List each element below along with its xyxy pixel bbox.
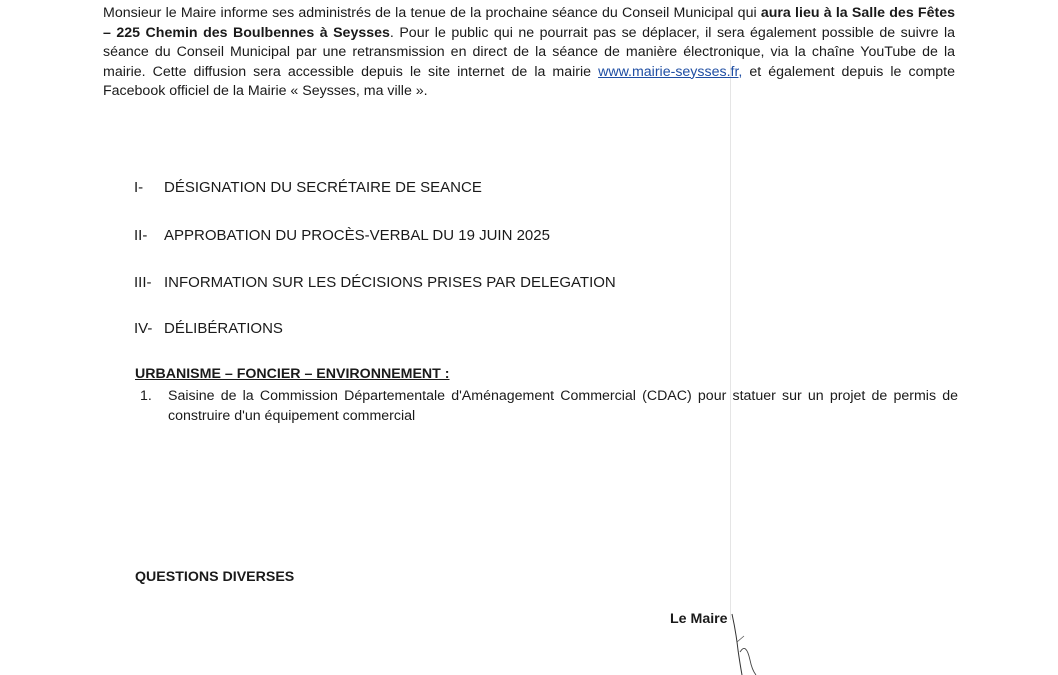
section-title: URBANISME – FONCIER – ENVIRONNEMENT : <box>135 366 450 382</box>
agenda-number: IV- <box>134 320 153 337</box>
agenda-label: DÉLIBÉRATIONS <box>164 320 283 337</box>
agenda-label: APPROBATION DU PROCÈS-VERBAL DU 19 JUIN 2025 <box>164 227 550 244</box>
handwritten-signature <box>728 612 788 675</box>
intro-location: aura lieu à la Salle des Fêtes – 225 Chemin des Boulbennes à Seysses <box>103 5 955 41</box>
intro-text-2: . Pour le public qui ne pourrait pas se déplacer, il sera également possible de suivre la séance du Conseil Municipal par une retransmission en direct de la séance de manière électronique, via la chaîne YouTube de la mairie. Cette diffusion sera accessible depuis le site internet de la mairie <box>103 24 955 80</box>
agenda-number: I- <box>134 179 144 196</box>
deliberation-item <box>140 386 958 426</box>
deliberation-number: 1. <box>140 388 152 404</box>
agenda-item-2 <box>134 227 550 245</box>
signature-label: Le Maire <box>670 611 728 627</box>
intro-text-1: Monsieur le Maire informe ses administrés de la tenue de la prochaine séance du Conseil Municipal qui <box>103 5 761 21</box>
scan-fold-line <box>730 60 731 620</box>
agenda-item-1 <box>134 179 482 197</box>
agenda-label: DÉSIGNATION DU SECRÉTAIRE DE SEANCE <box>164 179 482 196</box>
mairie-website-link[interactable]: www.mairie-seysses.fr, <box>598 63 743 80</box>
intro-text-3: et également depuis le compte Facebook officiel de la Mairie « Seysses, ma ville ». <box>103 63 955 99</box>
questions-diverses: QUESTIONS DIVERSES <box>135 569 295 585</box>
intro-paragraph <box>103 4 955 102</box>
agenda-item-3 <box>134 274 616 292</box>
deliberation-text: Saisine de la Commission Départementale d'Aménagement Commercial (CDAC) pour statuer sur un projet de permis de construire d'un équipement commercial <box>168 388 958 424</box>
agenda-label: INFORMATION SUR LES DÉCISIONS PRISES PAR DELEGATION <box>164 274 616 291</box>
agenda-number: III- <box>134 274 152 291</box>
agenda-number: II- <box>134 227 148 244</box>
agenda-item-4 <box>134 320 283 338</box>
